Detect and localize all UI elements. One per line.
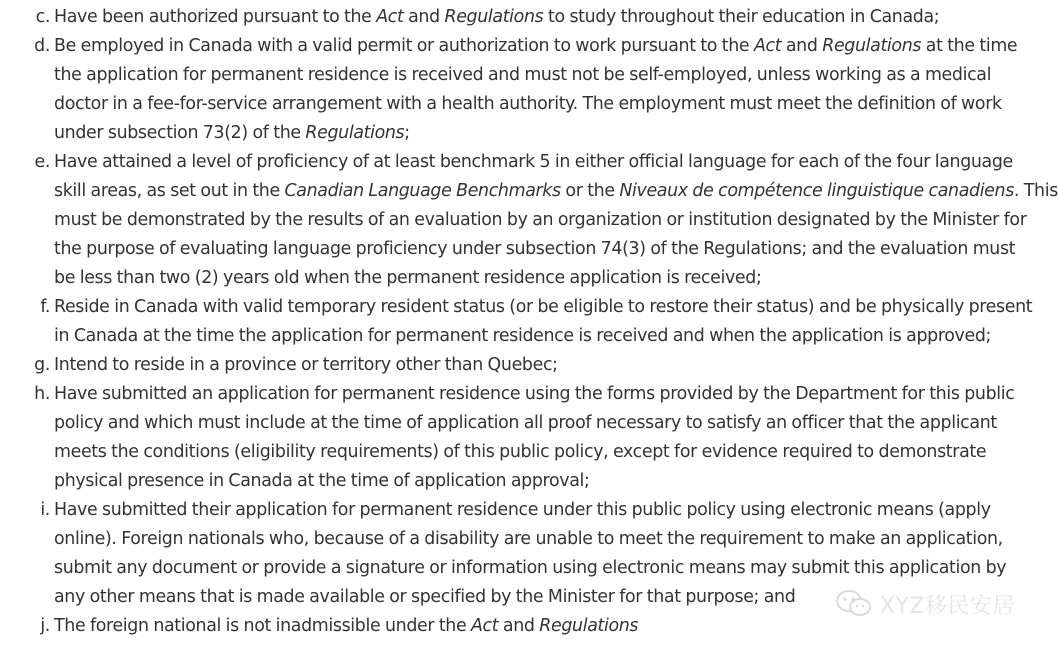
text-segment: Intend to reside in a province or territory other than Quebec; [54,355,558,375]
list-marker: e. [34,152,50,172]
text-segment: ; [404,123,410,143]
text-segment: the purpose of evaluating language proficiency under subsection 74(3) of the Regulations; and the evaluation must [54,239,1016,259]
list-item-line [54,467,1047,496]
text-segment: and [403,7,445,27]
text-segment: and [498,616,540,636]
text-segment: The foreign national is not inadmissible under the [54,616,472,636]
list-item-line [54,496,1047,525]
list-item-line [54,554,1047,583]
text-segment: meets the conditions (eligibility requirements) of this public policy, except for evidence required to demonstrate [54,442,987,462]
italic-text: Regulations [539,616,639,636]
list-item-line [54,438,1047,467]
list-marker: f. [40,297,50,317]
text-segment: Have submitted their application for permanent residence under this public policy using electronic means (apply [54,500,991,520]
list-item-line [54,351,1047,380]
text-segment: Be employed in Canada with a valid permit or authorization to work pursuant to the [54,36,754,56]
list-item-line [54,409,1047,438]
list-item-line [54,90,1047,119]
text-segment: the application for permanent residence is received and must not be self-employed, unless working as a medical [54,65,992,85]
list-item-line [54,206,1047,235]
list-item [0,293,1051,351]
wechat-icon [834,588,874,620]
italic-text: Canadian Language Benchmarks [284,181,561,201]
list-item-line [54,264,1047,293]
text-segment: physical presence in Canada at the time of application approval; [54,471,590,491]
text-segment: submit any document or provide a signature or information using electronic means may submit this application by [54,558,1007,578]
text-segment: online). Foreign nationals who, because of a disability are unable to meet the requirement to make an application, [54,529,1003,549]
list-marker: c. [35,7,50,27]
text-segment: skill areas, as set out in the [54,181,285,201]
text-segment: to study throughout their education in Canada; [543,7,940,27]
italic-text: Act [471,616,499,636]
list-item-line [54,61,1047,90]
list-item-line [54,322,1047,351]
watermark [834,588,1015,620]
italic-text: Regulations [822,36,922,56]
text-segment: be less than two (2) years old when the permanent residence application is received; [54,268,762,288]
italic-text: Act [376,7,404,27]
list-item-line [54,32,1047,61]
list-marker: d. [34,36,50,56]
list-marker: i. [40,500,50,520]
text-segment: any other means that is made available or specified by the Minister for that purpose; and [54,587,796,607]
text-segment: in Canada at the time the application for permanent residence is received and when the application is approved; [54,326,992,346]
list-item [0,380,1051,496]
text-segment: Have submitted an application for permanent residence using the forms provided by the Department for this public [54,384,1015,404]
italic-text: Act [753,36,782,56]
text-segment: Have attained a level of proficiency of at least benchmark 5 in either official language for each of the four language [54,152,1013,172]
text-segment: at the time [921,36,1018,56]
list-marker: j. [40,616,50,636]
text-segment: or the [560,181,620,201]
italic-text: Regulations [305,123,405,143]
text-segment: policy and which must include at the time of application all proof necessary to satisfy an officer that the applicant [54,413,997,433]
list-marker: g. [34,355,50,375]
italic-text: Niveaux de compétence linguistique canadiens [619,181,1014,201]
text-segment: must be demonstrated by the results of an evaluation by an organization or institution designated by the Minister for [54,210,1027,230]
list-item-line [54,119,1047,148]
italic-text: Regulations [444,7,544,27]
text-segment: Have been authorized pursuant to the [54,7,377,27]
list-item [0,32,1051,148]
text-segment: doctor in a fee-for-service arrangement with a health authority. The employment must meet the definition of work [54,94,1002,114]
list-marker: h. [34,384,50,404]
list-item [0,351,1051,380]
list-item-line [54,235,1047,264]
list-item-line [54,293,1047,322]
watermark-text: XYZ移民安居 [879,593,1015,619]
list-item-line [54,148,1047,177]
list-item-line [54,380,1047,409]
text-segment: . This [1013,181,1058,201]
text-segment: Reside in Canada with valid temporary resident status (or be eligible to restore their status) and be physically present [54,297,1033,317]
text-segment: under subsection 73(2) of the [54,123,306,143]
list-item [0,148,1058,293]
list-item [0,3,1051,32]
list-item-line [54,525,1047,554]
text-segment: and [781,36,823,56]
eligibility-list [0,3,1058,641]
list-item-line [54,177,1058,206]
list-item-line [54,3,1047,32]
